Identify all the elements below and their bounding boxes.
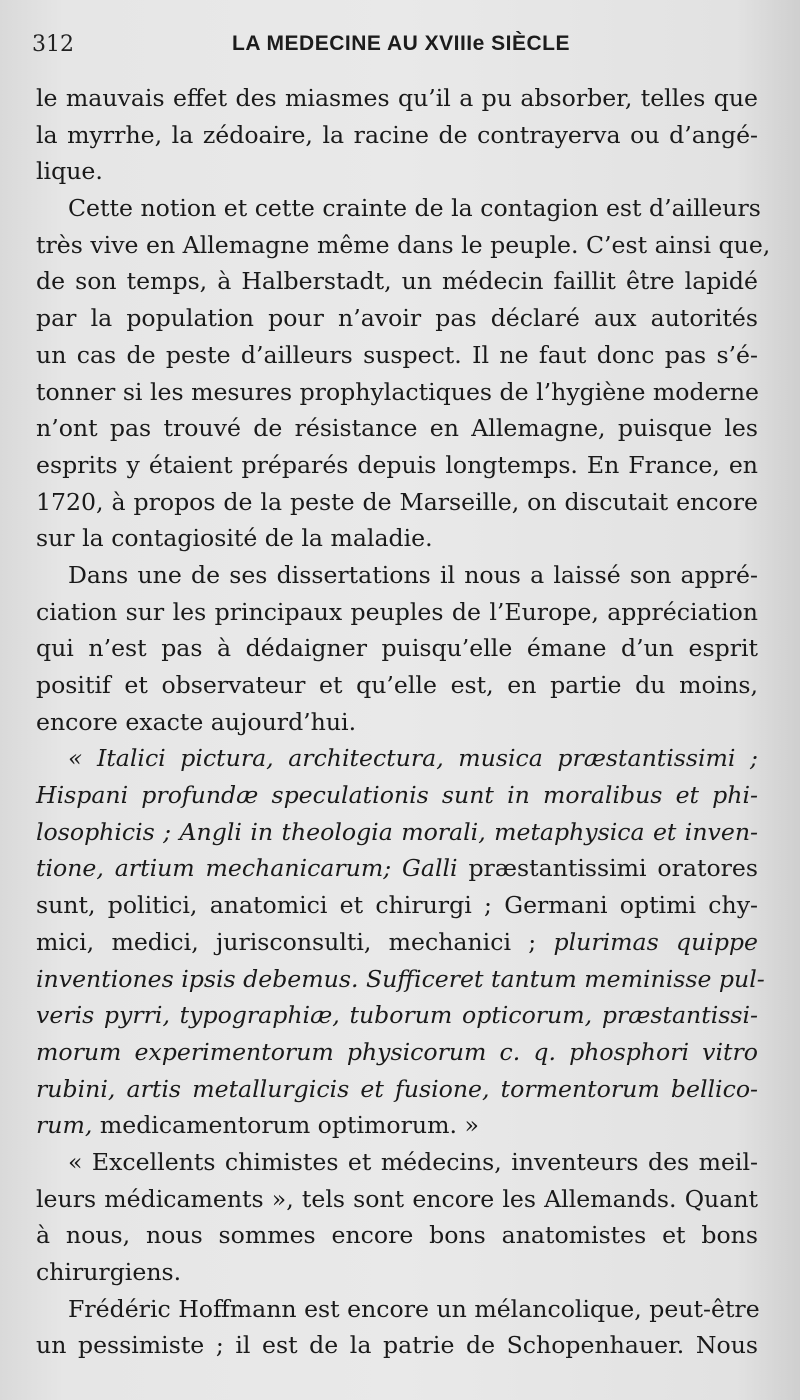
- paragraph-first-line: Dans une de ses dissertations il nous a laissé son appré-: [68, 560, 758, 589]
- latin-quote-line: Hispani profundæ speculationis sunt in moralibus et phi-: [36, 781, 758, 810]
- text-line: positif et observateur et qu’elle est, en partie du moins,: [36, 671, 758, 699]
- latin-quote-line: « Italici pictura, architectura, musica præstantissimi ;: [68, 744, 758, 773]
- text-line: lique.: [36, 157, 103, 186]
- latin-italic-segment: tione, artium mechanicarum;: [36, 854, 392, 883]
- latin-roman-segment: præstantissimi oratores: [468, 854, 759, 883]
- paragraph-first-line: « Excellents chimistes et médecins, inventeurs des meil-: [68, 1147, 758, 1176]
- text-line: encore exacte aujourd’hui.: [36, 707, 357, 736]
- text-line: de son temps, à Halberstadt, un médecin faillit être lapidé: [36, 267, 758, 296]
- text-line: n’ont pas trouvé de résistance en Allemagne, puisque les: [36, 414, 758, 443]
- text-line: esprits y étaient préparés depuis longtemps. En France, en: [36, 450, 758, 479]
- paragraph-first-line: Cette notion et cette crainte de la contagion est d’ailleurs: [68, 194, 761, 223]
- latin-quote-line: [36, 1107, 758, 1144]
- latin-quote-line: veris pyrri, typographiæ, tuborum opticorum, præstantissi-: [36, 1001, 758, 1030]
- text-line: qui n’est pas à dédaigner puisqu’elle émane d’un esprit: [36, 634, 758, 663]
- text-line: chirurgiens.: [36, 1258, 182, 1286]
- latin-quote-line: morum experimentorum physicorum c. q. phosphori vitro: [36, 1037, 758, 1066]
- text-line: à nous, nous sommes encore bons anatomistes et bons: [36, 1221, 758, 1250]
- text-line: leurs médicaments », tels sont encore les Allemands. Quant: [36, 1184, 758, 1213]
- latin-quote-line: rubini, artis metallurgicis et fusione, tormentorum bellico-: [36, 1074, 758, 1103]
- running-title: LA MEDECINE AU XVIIIe SIÈCLE: [232, 32, 570, 55]
- latin-quote-line: [36, 850, 758, 887]
- text-line: très vive en Allemagne même dans le peuple. C’est ainsi que,: [36, 230, 771, 259]
- latin-roman-segment: mici, medici, jurisconsulti, mechanici ;: [36, 927, 537, 956]
- latin-italic-segment: Galli: [402, 854, 458, 883]
- body-text: [36, 80, 771, 1364]
- latin-quote-line: [36, 924, 758, 961]
- text-line: la myrrhe, la zédoaire, la racine de contrayerva ou d’angé-: [36, 120, 758, 149]
- text-line: tonner si les mesures prophylactiques de l’hygiène moderne: [36, 377, 759, 406]
- paragraph-first-line: Frédéric Hoffmann est encore un mélancolique, peut-être: [68, 1294, 760, 1323]
- text-line: le mauvais effet des miasmes qu’il a pu absorber, telles que: [36, 84, 758, 112]
- latin-quote-line: sunt, politici, anatomici et chirurgi ; Germani optimi chy-: [36, 891, 758, 920]
- text-line: un pessimiste ; il est de la patrie de Schopenhauer. Nous: [36, 1331, 758, 1360]
- text-line: ciation sur les principaux peuples de l’Europe, appréciation: [36, 597, 758, 626]
- text-line: un cas de peste d’ailleurs suspect. Il ne faut donc pas s’é-: [36, 340, 758, 369]
- page-number: 312: [32, 32, 74, 57]
- text-line: 1720, à propos de la peste de Marseille, on discutait encore: [36, 487, 758, 516]
- latin-quote-line: inventiones ipsis debemus. Sufficeret tantum meminisse pul-: [36, 964, 765, 993]
- page-header: [32, 28, 760, 64]
- latin-italic-segment: plurimas quippe: [553, 927, 759, 956]
- text-line: sur la contagiosité de la maladie.: [36, 524, 433, 553]
- latin-roman-segment: medicamentorum optimorum. »: [99, 1111, 479, 1140]
- latin-quote-line: losophicis ; Angli in theologia morali, metaphysica et inven-: [36, 817, 758, 846]
- latin-italic-segment: rum,: [36, 1111, 93, 1140]
- text-line: par la population pour n’avoir pas déclaré aux autorités: [36, 304, 758, 333]
